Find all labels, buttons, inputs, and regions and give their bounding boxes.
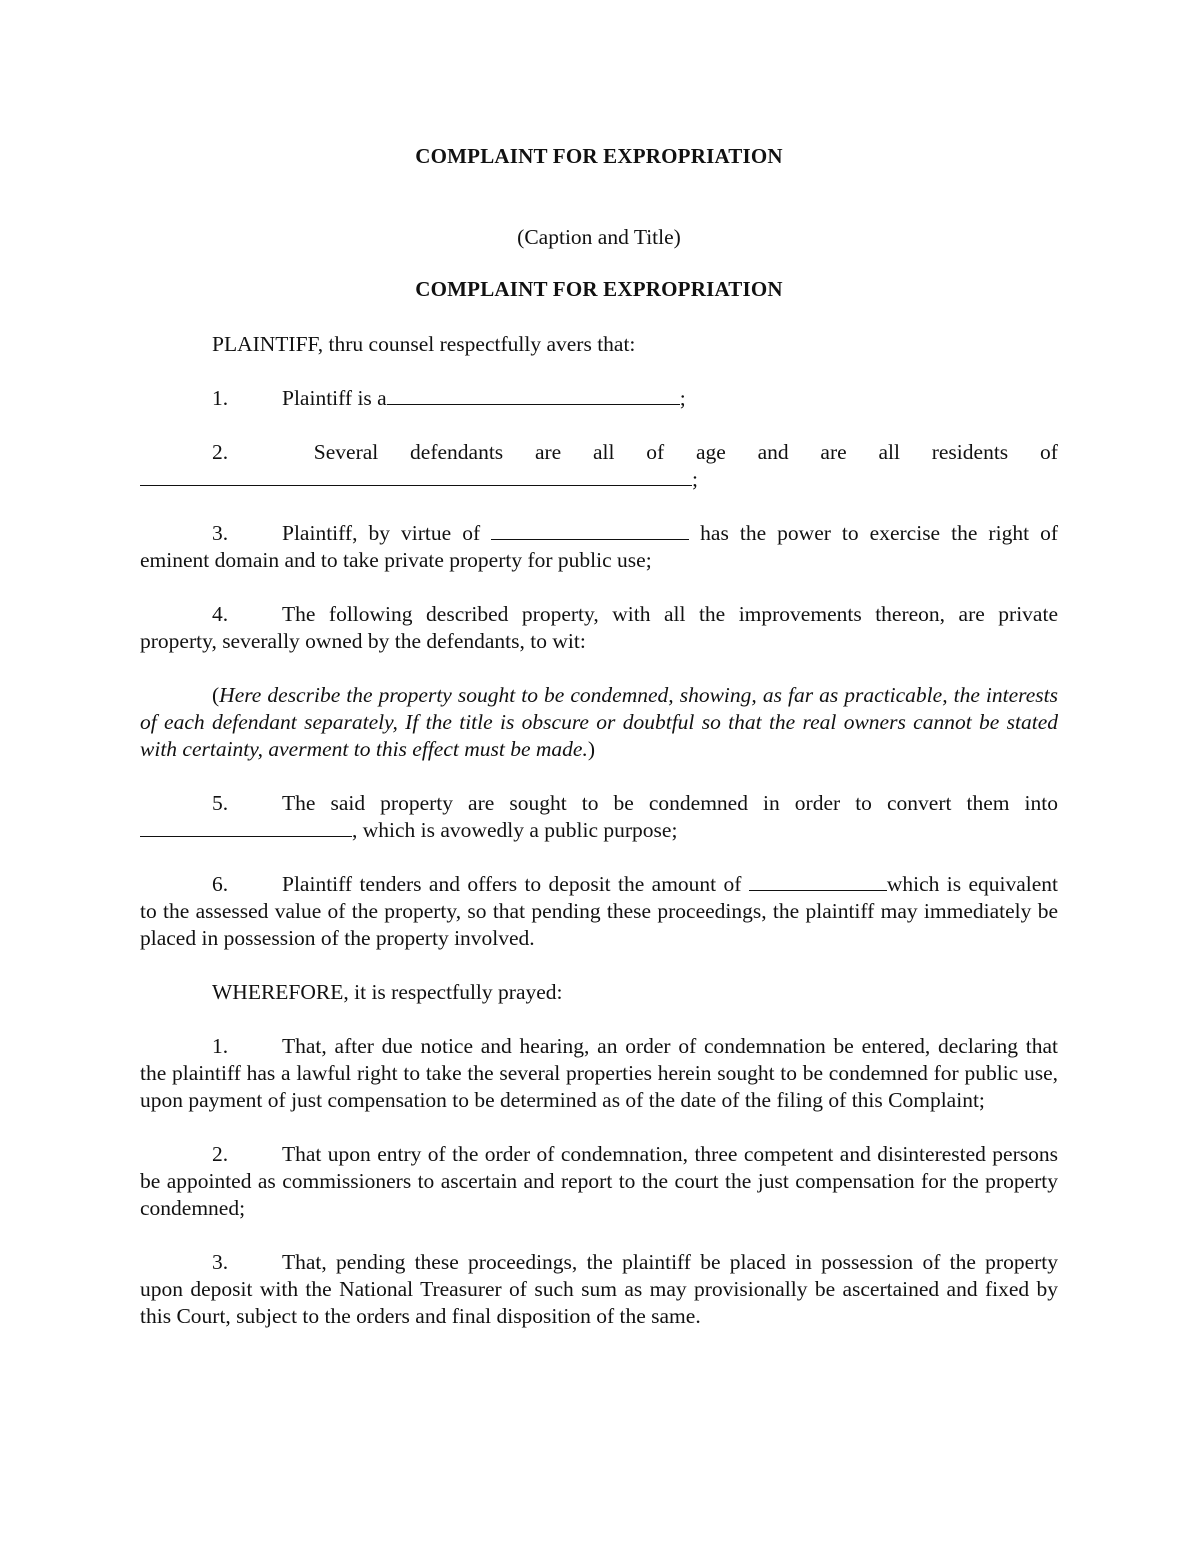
averment-2-blank-line bbox=[140, 466, 1058, 493]
prayer-number: 1. bbox=[212, 1034, 229, 1058]
averment-text: which is equivalent to the assessed value of the property, so that pending these proceedings, the plaintiff may immediately be placed in possession of the property involved. bbox=[140, 872, 1058, 950]
averment-number: 2. bbox=[212, 440, 229, 464]
prayer-text: That, after due notice and hearing, an order of condemnation be entered, declaring that the plaintiff has a lawful right to take the several properties herein sought to be condemned for public use, upon payment of just compensation to be determined as of the date of the filing of this Complaint; bbox=[140, 1034, 1058, 1112]
prayer-3 bbox=[140, 1249, 1058, 1330]
averment-2 bbox=[140, 439, 1058, 493]
property-description-instruction: (Here describe the property sought to be condemned, showing, as far as practicable, the interests of each defendant separately, If the title is obscure or doubtful so that the real owners cannot be stated with certainty, averment to this effect must be made.) bbox=[140, 683, 1058, 761]
wherefore-clause: WHEREFORE, it is respectfully prayed: bbox=[212, 980, 563, 1004]
fill-in-blank bbox=[749, 871, 887, 891]
word: all bbox=[878, 440, 900, 464]
prayer-text: That, pending these proceedings, the plaintiff be placed in possession of the property upon deposit with the National Treasurer of such sum as may provisionally be ascertained and fixed by this Court, subject to the orders and final disposition of the same. bbox=[140, 1250, 1058, 1328]
word: Several bbox=[313, 440, 379, 464]
word: all bbox=[592, 440, 615, 464]
prayer-2 bbox=[140, 1141, 1058, 1222]
document-title: COMPLAINT FOR EXPROPRIATION bbox=[415, 144, 783, 168]
averment-text: The following described property, with all the improvements thereon, are private property, severally owned by the defendants, to wit: bbox=[140, 602, 1058, 653]
fill-in-blank bbox=[140, 817, 352, 837]
fill-in-blank bbox=[491, 520, 689, 540]
word: and bbox=[757, 440, 789, 464]
averment-text: ; bbox=[692, 467, 698, 491]
averment-number: 4. bbox=[212, 602, 229, 626]
document-title-repeat: COMPLAINT FOR EXPROPRIATION bbox=[415, 277, 783, 301]
averment-5 bbox=[140, 790, 1058, 844]
word: residents bbox=[931, 440, 1009, 464]
averment-number: 1. bbox=[212, 386, 229, 410]
averment-6 bbox=[140, 871, 1058, 952]
averment-2-line bbox=[140, 439, 1058, 466]
averment-text: , which is avowedly a public purpose; bbox=[352, 818, 678, 842]
averment-text: ; bbox=[679, 386, 686, 410]
averment-text: Plaintiff tenders and offers to deposit the amount of bbox=[282, 872, 749, 896]
prayer-text: That upon entry of the order of condemnation, three competent and disinterested persons be appointed as commissioners to ascertain and report to the court the just compensation for the property condemned; bbox=[140, 1142, 1058, 1220]
intro-paragraph: PLAINTIFF, thru counsel respectfully avers that: bbox=[212, 332, 636, 356]
word: are bbox=[820, 440, 847, 464]
averment-number: 6. bbox=[212, 872, 229, 896]
averment-text: Plaintiff, by virtue of bbox=[282, 521, 492, 545]
word: of bbox=[646, 440, 665, 464]
word: defendants bbox=[410, 440, 504, 464]
averment-number: 3. bbox=[212, 521, 229, 545]
prayer-number: 3. bbox=[212, 1250, 229, 1274]
word: of bbox=[1039, 440, 1058, 464]
caption-placeholder: (Caption and Title) bbox=[517, 225, 681, 249]
averment-3 bbox=[140, 520, 1058, 574]
fill-in-blank bbox=[140, 466, 692, 486]
instruction-text: Here describe the property sought to be condemned, showing, as far as practicable, the interests of each defendant separately, If the title is obscure or doubtful so that the real owners cannot be stated with certainty, averment to this effect must be made. bbox=[140, 683, 1058, 761]
averment-text: Plaintiff is a bbox=[282, 386, 387, 410]
document-body bbox=[140, 143, 1058, 1330]
averment-4 bbox=[140, 601, 1058, 655]
prayer-number: 2. bbox=[212, 1142, 229, 1166]
averment-number: 5. bbox=[212, 791, 229, 815]
averment-1 bbox=[140, 385, 1058, 412]
word: age bbox=[695, 440, 726, 464]
fill-in-blank bbox=[387, 385, 680, 405]
word: are bbox=[534, 440, 562, 464]
averment-text: has the power to exercise the right of eminent domain and to take private property for public use; bbox=[140, 521, 1058, 572]
averment-text: The said property are sought to be condemned in order to convert them into bbox=[282, 791, 1058, 815]
prayer-1 bbox=[140, 1033, 1058, 1114]
